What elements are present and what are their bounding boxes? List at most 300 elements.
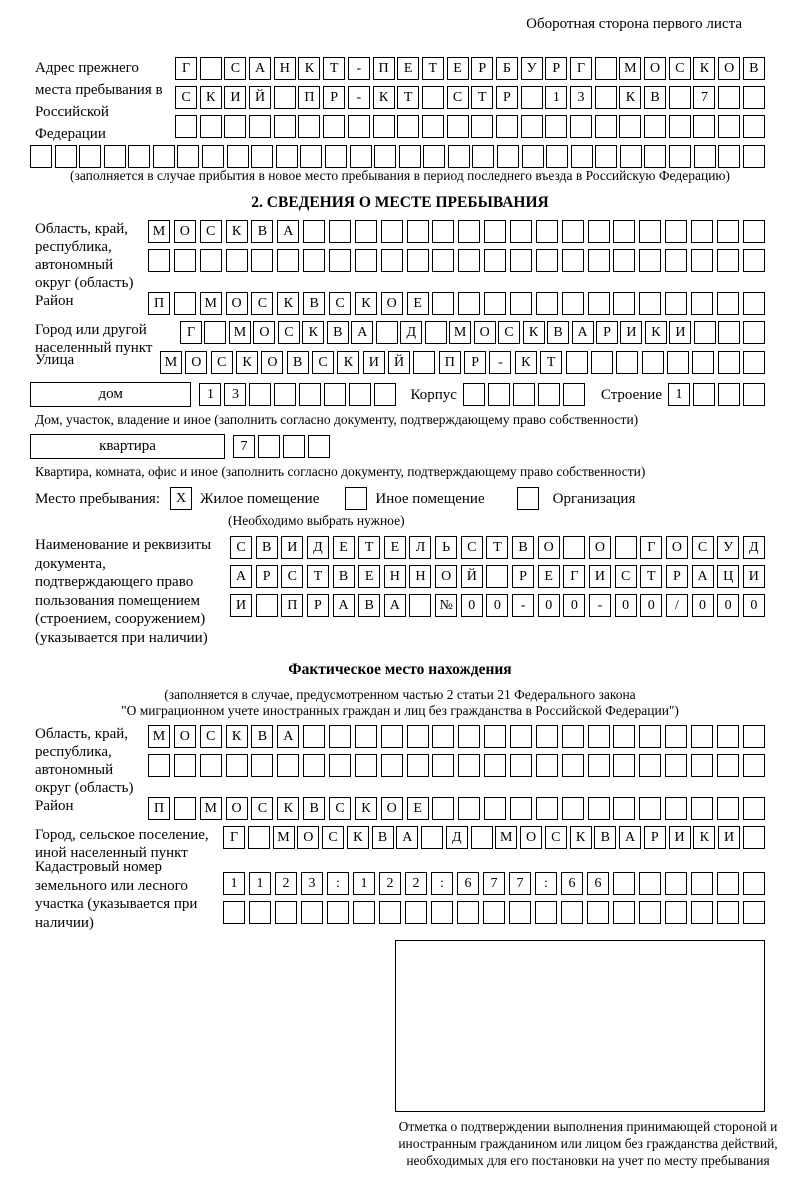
- form-cell: А: [230, 565, 252, 588]
- form-cell: С: [329, 797, 351, 820]
- form-cell: [483, 901, 505, 924]
- form-cell: А: [351, 321, 373, 344]
- form-cell: [458, 725, 480, 748]
- form-cell: Й: [388, 351, 410, 374]
- city-row: [180, 321, 765, 344]
- form-cell: [432, 220, 454, 243]
- form-cell: Б: [496, 57, 518, 80]
- form-cell: [251, 249, 273, 272]
- form-cell: [275, 901, 297, 924]
- form-cell: У: [717, 536, 739, 559]
- form-cell: М: [495, 826, 517, 849]
- form-cell: [691, 292, 713, 315]
- form-cell: Р: [666, 565, 688, 588]
- form-cell: А: [249, 57, 271, 80]
- form-cell: К: [693, 826, 715, 849]
- form-cell: [691, 249, 713, 272]
- form-cell: [562, 220, 584, 243]
- form-cell: О: [644, 57, 666, 80]
- form-cell: [536, 725, 558, 748]
- form-cell: В: [743, 57, 765, 80]
- form-cell: [496, 115, 518, 138]
- form-cell: [691, 754, 713, 777]
- form-cell: В: [256, 536, 278, 559]
- form-cell: Г: [640, 536, 662, 559]
- form-cell: М: [229, 321, 251, 344]
- form-cell: [694, 321, 716, 344]
- form-cell: -: [512, 594, 534, 617]
- form-cell: [484, 292, 506, 315]
- form-cell: [303, 220, 325, 243]
- form-cell: [276, 145, 298, 168]
- form-cell: [204, 321, 226, 344]
- form-cell: [718, 86, 740, 109]
- form-cell: [425, 321, 447, 344]
- form-cell: [174, 249, 196, 272]
- form-cell: [175, 115, 197, 138]
- form-cell: [324, 383, 346, 406]
- prev-address-block: [0, 57, 765, 145]
- form-cell: 7: [693, 86, 715, 109]
- form-cell: [298, 115, 320, 138]
- form-cell: [355, 249, 377, 272]
- form-cell: [691, 725, 713, 748]
- form-cell: -: [489, 351, 511, 374]
- form-cell: [251, 145, 273, 168]
- form-cell: [691, 901, 713, 924]
- form-cell: В: [287, 351, 309, 374]
- form-cell: [694, 145, 716, 168]
- apartment-cells: [233, 435, 330, 458]
- form-cell: [613, 754, 635, 777]
- form-cell: [55, 145, 77, 168]
- form-cell: У: [521, 57, 543, 80]
- form-cell: [743, 872, 765, 895]
- form-cell: [399, 145, 421, 168]
- form-cell: Е: [397, 57, 419, 80]
- form-cell: С: [251, 797, 273, 820]
- section-2-title: 2. СВЕДЕНИЯ О МЕСТЕ ПРЕБЫВАНИЯ: [251, 194, 549, 211]
- form-cell: Р: [471, 57, 493, 80]
- form-cell: [174, 797, 196, 820]
- form-cell: М: [273, 826, 295, 849]
- form-cell: Д: [400, 321, 422, 344]
- form-cell: 3: [301, 872, 323, 895]
- form-cell: К: [277, 292, 299, 315]
- form-cell: С: [692, 536, 714, 559]
- form-cell: [718, 351, 740, 374]
- form-cell: 1: [353, 872, 375, 895]
- form-cell: [174, 292, 196, 315]
- form-cell: [644, 145, 666, 168]
- form-cell: №: [435, 594, 457, 617]
- form-cell: [458, 292, 480, 315]
- form-cell: П: [148, 797, 170, 820]
- form-cell: [563, 536, 585, 559]
- form-cell: [484, 220, 506, 243]
- form-cell: [432, 797, 454, 820]
- district-row: [148, 292, 765, 315]
- house-note: Дом, участок, владение и иное (заполнить согласно документу, подтверждающему право собственности): [35, 412, 639, 427]
- form-cell: [642, 351, 664, 374]
- region-line: [0, 220, 765, 292]
- form-cell: [743, 292, 765, 315]
- form-cell: [274, 86, 296, 109]
- form-cell: [486, 565, 508, 588]
- form-cell: 6: [587, 872, 609, 895]
- form-cell: [613, 220, 635, 243]
- form-cell: [329, 754, 351, 777]
- form-cell: [329, 249, 351, 272]
- form-cell: 2: [275, 872, 297, 895]
- document-block: [0, 536, 765, 647]
- cadastral-block: [0, 858, 765, 932]
- stay-type-line: [35, 487, 800, 510]
- form-cell: Т: [323, 57, 345, 80]
- form-cell: [563, 383, 585, 406]
- form-cell: В: [358, 594, 380, 617]
- form-cell: Е: [333, 536, 355, 559]
- form-cell: [693, 383, 715, 406]
- form-cell: 0: [461, 594, 483, 617]
- form-cell: [355, 220, 377, 243]
- form-cell: :: [327, 872, 349, 895]
- form-cell: [510, 754, 532, 777]
- form-cell: [615, 536, 637, 559]
- actual-location-note-1: (заполняется в случае, предусмотренном частью 2 статьи 21 Федерального закона: [164, 687, 636, 702]
- form-cell: С: [251, 292, 273, 315]
- form-cell: [376, 321, 398, 344]
- stay-type-note: (Необходимо выбрать нужное): [228, 513, 405, 528]
- form-cell: Л: [409, 536, 431, 559]
- form-cell: К: [523, 321, 545, 344]
- form-cell: Г: [175, 57, 197, 80]
- form-cell: [743, 383, 765, 406]
- form-cell: [588, 292, 610, 315]
- form-cell: [409, 594, 431, 617]
- form-cell: [128, 145, 150, 168]
- form-cell: 1: [199, 383, 221, 406]
- form-cell: [405, 901, 427, 924]
- form-cell: :: [535, 872, 557, 895]
- form-cell: [510, 797, 532, 820]
- form-cell: А: [277, 725, 299, 748]
- form-cell: [718, 321, 740, 344]
- prev-address-row-3: [175, 115, 765, 138]
- form-cell: [350, 145, 372, 168]
- form-cell: [381, 249, 403, 272]
- form-cell: К: [226, 220, 248, 243]
- actual-region-row-2: [148, 754, 765, 777]
- form-cell: [277, 249, 299, 272]
- form-cell: К: [355, 797, 377, 820]
- form-cell: [587, 901, 609, 924]
- form-cell: М: [449, 321, 471, 344]
- region-row-1: [148, 220, 765, 243]
- form-cell: [639, 797, 661, 820]
- form-cell: [743, 826, 765, 849]
- form-cell: К: [347, 826, 369, 849]
- form-cell: Е: [384, 536, 406, 559]
- form-cell: [421, 826, 443, 849]
- form-cell: Р: [256, 565, 278, 588]
- form-cell: [743, 901, 765, 924]
- form-cell: [249, 383, 271, 406]
- form-cell: Ц: [717, 565, 739, 588]
- form-cell: Г: [563, 565, 585, 588]
- form-cell: [535, 901, 557, 924]
- form-cell: [588, 220, 610, 243]
- form-cell: [448, 145, 470, 168]
- district-label: Район: [35, 293, 74, 309]
- actual-location-note-2: "О миграционном учете иностранных граждан и лиц без гражданства в Российской Федерации"): [121, 703, 679, 718]
- form-cell: И: [363, 351, 385, 374]
- form-cell: К: [226, 725, 248, 748]
- form-cell: К: [693, 57, 715, 80]
- form-cell: [200, 754, 222, 777]
- form-cell: С: [669, 57, 691, 80]
- form-cell: [355, 754, 377, 777]
- form-cell: [407, 725, 429, 748]
- form-cell: [413, 351, 435, 374]
- form-cell: [513, 383, 535, 406]
- form-cell: 1: [249, 872, 271, 895]
- form-cell: С: [230, 536, 252, 559]
- form-cell: О: [253, 321, 275, 344]
- prev-address-row-2: [175, 86, 765, 109]
- apartment-box-label: квартира: [30, 434, 225, 459]
- form-cell: [536, 220, 558, 243]
- form-cell: [521, 86, 543, 109]
- house-line: [30, 382, 765, 407]
- form-cell: [374, 383, 396, 406]
- form-cell: [718, 145, 740, 168]
- form-cell: Е: [358, 565, 380, 588]
- form-cell: И: [230, 594, 252, 617]
- form-cell: [301, 901, 323, 924]
- confirmation-note: Отметка о подтверждении выполнения принимающей стороной и иностранным гражданином или лицом без гражданства действий, необходимых для его постановки на учет по месту пребывания: [398, 1119, 778, 1168]
- form-cell: [639, 754, 661, 777]
- form-cell: [521, 115, 543, 138]
- korpus-label: Корпус: [410, 386, 457, 403]
- form-cell: С: [447, 86, 469, 109]
- form-cell: А: [277, 220, 299, 243]
- form-cell: [718, 115, 740, 138]
- form-cell: [329, 220, 351, 243]
- apartment-line: [30, 434, 765, 459]
- form-cell: Т: [471, 86, 493, 109]
- form-cell: [717, 797, 739, 820]
- form-cell: К: [200, 86, 222, 109]
- confirmation-stamp-box: [395, 940, 765, 1112]
- form-cell: О: [520, 826, 542, 849]
- form-cell: [432, 292, 454, 315]
- form-cell: Р: [545, 57, 567, 80]
- form-cell: [669, 145, 691, 168]
- form-cell: [422, 86, 444, 109]
- form-cell: П: [148, 292, 170, 315]
- form-cell: 1: [545, 86, 567, 109]
- form-cell: П: [281, 594, 303, 617]
- form-cell: С: [278, 321, 300, 344]
- form-cell: [200, 249, 222, 272]
- form-cell: [743, 220, 765, 243]
- form-cell: [423, 145, 445, 168]
- form-cell: Д: [446, 826, 468, 849]
- form-cell: О: [381, 797, 403, 820]
- form-cell: [743, 321, 765, 344]
- form-cell: О: [185, 351, 207, 374]
- form-cell: [224, 115, 246, 138]
- form-cell: И: [669, 826, 691, 849]
- form-cell: [226, 249, 248, 272]
- form-cell: [303, 725, 325, 748]
- form-cell: [407, 220, 429, 243]
- form-cell: [536, 797, 558, 820]
- form-cell: [570, 115, 592, 138]
- form-cell: Е: [407, 292, 429, 315]
- form-cell: [458, 220, 480, 243]
- form-cell: Н: [384, 565, 406, 588]
- form-cell: [536, 292, 558, 315]
- form-cell: -: [348, 86, 370, 109]
- form-cell: Т: [486, 536, 508, 559]
- form-cell: [588, 754, 610, 777]
- form-cell: К: [298, 57, 320, 80]
- form-cell: [562, 292, 584, 315]
- stay-type-label: Место пребывания:: [35, 490, 160, 507]
- form-cell: [471, 115, 493, 138]
- form-cell: М: [619, 57, 641, 80]
- form-cell: [562, 797, 584, 820]
- document-label: Наименование и реквизиты документа, подтверждающего право пользования помещением (строением, сооружением) (указывается при наличии): [35, 537, 212, 646]
- form-cell: [571, 145, 593, 168]
- form-cell: [458, 249, 480, 272]
- form-cell: [588, 249, 610, 272]
- form-cell: С: [224, 57, 246, 80]
- form-cell: [613, 249, 635, 272]
- form-cell: [639, 249, 661, 272]
- form-cell: [283, 435, 305, 458]
- form-cell: О: [174, 220, 196, 243]
- form-cell: [562, 754, 584, 777]
- form-cell: О: [589, 536, 611, 559]
- form-cell: [595, 57, 617, 80]
- form-cell: 7: [509, 872, 531, 895]
- form-cell: [613, 872, 635, 895]
- form-cell: И: [743, 565, 765, 588]
- form-cell: [484, 754, 506, 777]
- form-cell: [619, 115, 641, 138]
- form-cell: [595, 115, 617, 138]
- actual-city-line: [0, 826, 765, 862]
- form-cell: [249, 115, 271, 138]
- form-cell: [274, 383, 296, 406]
- form-cell: И: [589, 565, 611, 588]
- form-cell: [665, 249, 687, 272]
- apartment-note: Квартира, комната, офис и иное (заполнить согласно документу, подтверждающему право собственности): [35, 464, 646, 479]
- region-row-2: [148, 249, 765, 272]
- form-cell: -: [348, 57, 370, 80]
- form-cell: [665, 901, 687, 924]
- form-cell: [743, 249, 765, 272]
- form-cell: [717, 292, 739, 315]
- cadastral-label: Кадастровый номер земельного или лесного участка (указывается при наличии): [35, 859, 198, 931]
- form-cell: Р: [496, 86, 518, 109]
- form-cell: С: [461, 536, 483, 559]
- form-cell: [639, 872, 661, 895]
- form-cell: К: [302, 321, 324, 344]
- form-cell: [153, 145, 175, 168]
- form-cell: [510, 725, 532, 748]
- form-cell: [174, 754, 196, 777]
- form-cell: [522, 145, 544, 168]
- form-cell: Е: [447, 57, 469, 80]
- form-cell: Р: [323, 86, 345, 109]
- form-cell: Т: [397, 86, 419, 109]
- form-cell: Д: [307, 536, 329, 559]
- form-cell: С: [175, 86, 197, 109]
- form-cell: [373, 115, 395, 138]
- form-cell: Р: [464, 351, 486, 374]
- form-cell: Т: [640, 565, 662, 588]
- form-cell: Д: [743, 536, 765, 559]
- form-cell: [323, 115, 345, 138]
- form-cell: Е: [407, 797, 429, 820]
- form-cell: 0: [692, 594, 714, 617]
- form-cell: [561, 901, 583, 924]
- form-cell: [639, 725, 661, 748]
- form-cell: [431, 901, 453, 924]
- prev-address-row-1: [175, 57, 765, 80]
- actual-district-line: [0, 797, 765, 826]
- form-cell: 3: [570, 86, 592, 109]
- form-cell: 7: [483, 872, 505, 895]
- form-cell: А: [692, 565, 714, 588]
- form-cell: Г: [180, 321, 202, 344]
- form-cell: В: [594, 826, 616, 849]
- stay-type-option-organization: Организация: [552, 490, 636, 507]
- form-cell: [223, 901, 245, 924]
- form-cell: С: [329, 292, 351, 315]
- actual-region-line: [0, 725, 765, 797]
- cadastral-row-2: [223, 901, 765, 924]
- form-cell: [303, 754, 325, 777]
- form-cell: [595, 145, 617, 168]
- form-cell: [717, 249, 739, 272]
- form-cell: [227, 145, 249, 168]
- form-cell: [545, 115, 567, 138]
- form-cell: [639, 901, 661, 924]
- form-cell: :: [431, 872, 453, 895]
- form-cell: К: [570, 826, 592, 849]
- form-cell: Р: [596, 321, 618, 344]
- house-box-label: дом: [30, 382, 191, 407]
- form-cell: 0: [486, 594, 508, 617]
- form-cell: [562, 725, 584, 748]
- stay-type-option-other-premises: Иное помещение: [375, 490, 485, 507]
- actual-region-row-1: [148, 725, 765, 748]
- document-row-1: [230, 536, 765, 559]
- form-cell: К: [236, 351, 258, 374]
- form-cell: [566, 351, 588, 374]
- form-cell: В: [644, 86, 666, 109]
- form-cell: 0: [615, 594, 637, 617]
- form-cell: [248, 826, 270, 849]
- form-cell: О: [718, 57, 740, 80]
- form-cell: [743, 797, 765, 820]
- form-cell: [484, 797, 506, 820]
